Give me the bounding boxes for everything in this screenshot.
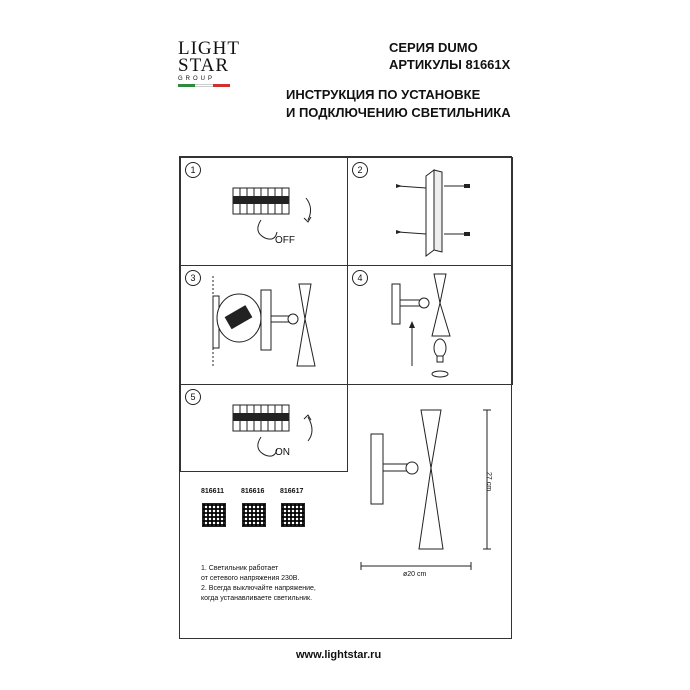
note-1-line-1: 1. Светильник работает [201,565,279,572]
note-1-line-2: от сетевого напряжения 230В. [201,575,300,582]
qr-label-816617: 816617 [280,488,304,495]
qr-code-816617[interactable] [281,503,305,527]
step-4-number: 4 [352,270,368,286]
qr-label-816616: 816616 [241,488,265,495]
brand-logo [178,40,238,87]
step-3-number: 3 [185,270,201,286]
height-dimension-label: 27 cm [485,472,492,492]
step-1-number: 1 [185,162,201,178]
website-link[interactable]: www.lightstar.ru [296,649,382,661]
terminal-block-on-illustration [181,385,349,473]
step-3-panel [180,265,348,385]
diameter-dimension-label: ø20 cm [403,571,427,578]
note-2-line-1: 2. Всегда выключайте напряжение, [201,585,316,592]
articles-heading: АРТИКУЛЫ 81661X [389,57,511,72]
qr-code-816616[interactable] [242,503,266,527]
qr-code-816611[interactable] [202,503,226,527]
on-label: ON [275,447,290,458]
title-line-2: И ПОДКЛЮЧЕНИЮ СВЕТИЛЬНИКА [286,105,511,120]
italian-flag-stripe [178,84,230,87]
mounting-bracket-illustration [348,158,514,267]
logo-word-light: LIGHT [178,38,240,59]
step-2-panel [347,157,513,266]
bulb-insertion-illustration [348,266,514,386]
series-heading: СЕРИЯ DUMO [389,40,478,55]
qr-label-816611: 816611 [201,488,224,495]
logo-word-group: GROUP [178,76,216,82]
step-5-panel [180,384,348,472]
note-2-line-2: когда устанавливаете светильник. [201,595,313,602]
step-1-panel [180,157,348,266]
step-5-number: 5 [185,389,201,405]
title-line-1: ИНСТРУКЦИЯ ПО УСТАНОВКЕ [286,87,481,102]
wiring-and-mounting-illustration [181,266,349,386]
instruction-grid [179,156,512,639]
step-4-panel [347,265,513,385]
step-2-number: 2 [352,162,368,178]
fixture-dimension-drawing [347,384,513,639]
dimensions-panel [347,384,513,639]
terminal-block-off-illustration [181,158,349,267]
logo-word-star: STAR [178,55,230,76]
off-label: OFF [275,235,295,246]
